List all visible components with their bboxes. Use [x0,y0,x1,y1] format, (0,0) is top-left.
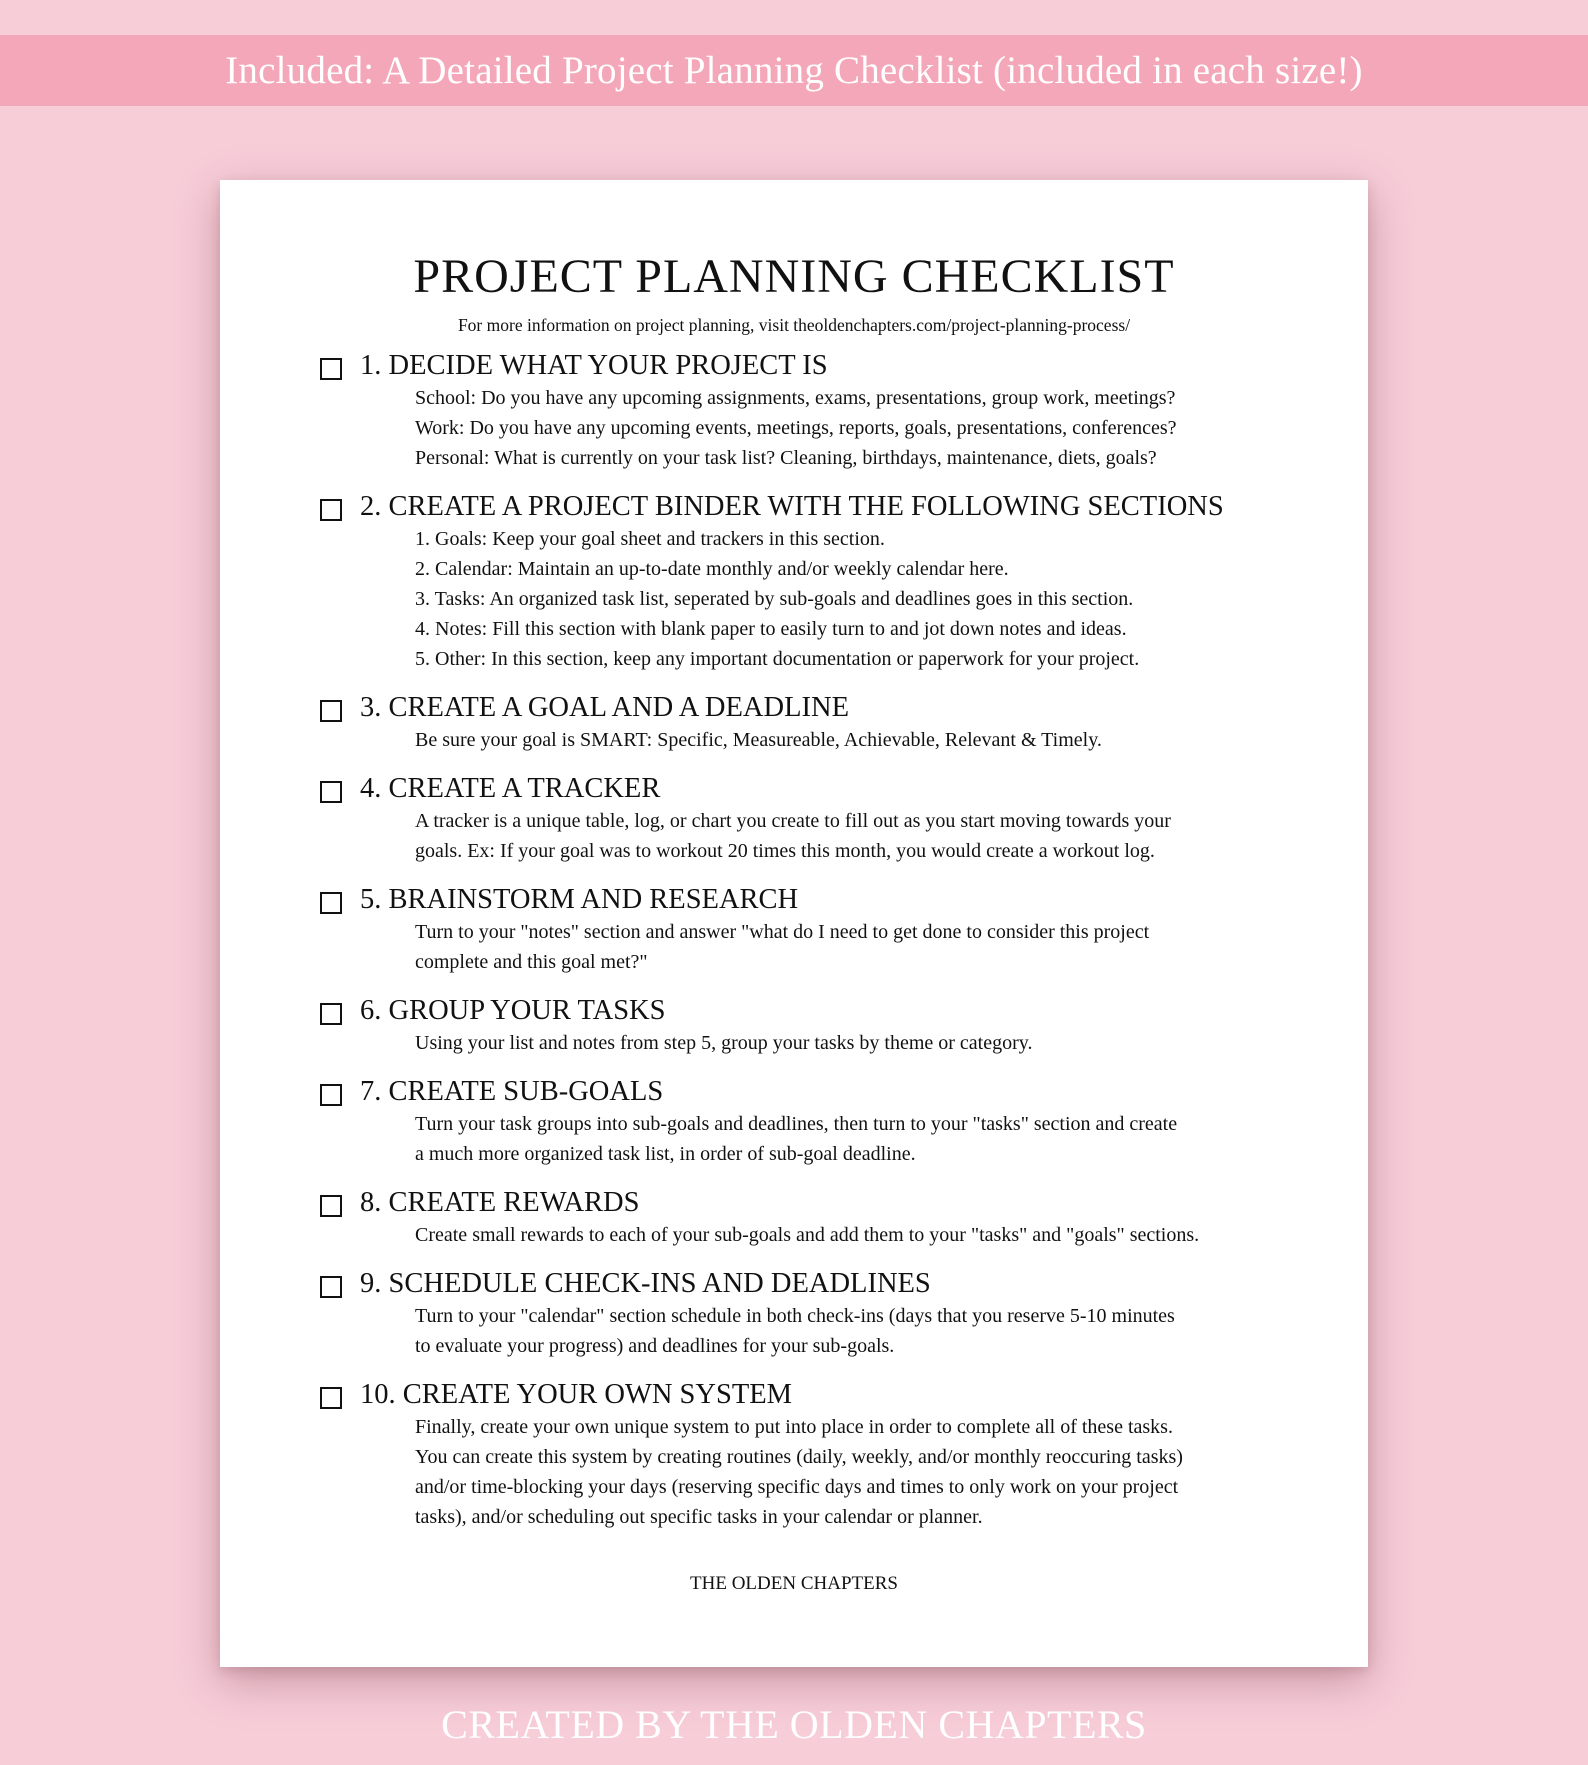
item-2-line-1: 1. Goals: Keep your goal sheet and trackers in this section. [415,528,885,550]
checkbox-item-1[interactable] [320,358,342,380]
item-10-line-4: tasks), and/or scheduling out specific tasks in your calendar or planner. [415,1506,983,1528]
item-2-line-2: 2. Calendar: Maintain an up-to-date monthly and/or weekly calendar here. [415,558,1009,580]
checkbox-item-3[interactable] [320,700,342,722]
checklist-subtitle: For more information on project planning, visit theoldenchapters.com/project-planning-process/ [457,315,1131,335]
item-10-line-1: Finally, create your own unique system to put into place in order to complete all of these tasks. [415,1416,1173,1438]
item-9-line-2: to evaluate your progress) and deadlines for your sub-goals. [415,1335,895,1357]
item-1-body [415,383,1245,473]
item-10-heading: 10. CREATE YOUR OWN SYSTEM [360,1379,792,1410]
item-9-heading: 9. SCHEDULE CHECK-INS AND DEADLINES [360,1268,931,1299]
item-4-heading: 4. CREATE A TRACKER [360,773,661,804]
item-1-line-2: Work: Do you have any upcoming events, meetings, reports, goals, presentations, conferences? [415,417,1177,439]
item-2-line-3: 3. Tasks: An organized task list, seperated by sub-goals and deadlines goes in this section. [415,588,1134,610]
item-9-body [415,1301,1245,1361]
item-10-line-3: and/or time-blocking your days (reserving specific days and times to only work on your project [415,1476,1179,1498]
item-4-line-1: A tracker is a unique table, log, or chart you create to fill out as you start moving towards your [415,810,1171,832]
item-5-heading: 5. BRAINSTORM AND RESEARCH [360,884,799,915]
item-2-heading: 2. CREATE A PROJECT BINDER WITH THE FOLLOWING SECTIONS [360,491,1224,522]
checkbox-item-8[interactable] [320,1195,342,1217]
checkbox-item-9[interactable] [320,1276,342,1298]
item-4-line-2: goals. Ex: If your goal was to workout 20 times this month, you would create a workout log. [415,840,1155,862]
item-5-body [415,917,1245,977]
item-6-body [415,1028,1245,1058]
sheet-footer-brand: THE OLDEN CHAPTERS [690,1573,898,1594]
top-banner: Included: A Detailed Project Planning Checklist (included in each size!) [0,35,1588,106]
item-9-line-1: Turn to your "calendar" section schedule in both check-ins (days that you reserve 5-10 minutes [415,1305,1175,1327]
item-2-body [415,524,1245,674]
item-2-line-4: 4. Notes: Fill this section with blank paper to easily turn to and jot down notes and ideas. [415,618,1127,640]
checkbox-item-4[interactable] [320,781,342,803]
item-7-line-2: a much more organized task list, in order of sub-goal deadline. [415,1143,916,1165]
item-5-line-2: complete and this goal met?" [415,951,648,973]
item-4-body [415,806,1245,866]
item-10-body [415,1412,1245,1532]
item-3-heading: 3. CREATE A GOAL AND A DEADLINE [360,692,849,723]
item-3-body [415,725,1245,755]
checklist-items [220,180,1368,1667]
checkbox-item-6[interactable] [320,1003,342,1025]
checkbox-item-10[interactable] [320,1387,342,1409]
checklist-title: PROJECT PLANNING CHECKLIST [413,250,1175,303]
item-1-line-1: School: Do you have any upcoming assignments, exams, presentations, group work, meetings? [415,387,1176,409]
item-7-body [415,1109,1245,1169]
checkbox-item-2[interactable] [320,499,342,521]
item-8-line-1: Create small rewards to each of your sub-goals and add them to your "tasks" and "goals" sections. [415,1224,1200,1246]
item-6-heading: 6. GROUP YOUR TASKS [360,995,666,1026]
item-2-line-5: 5. Other: In this section, keep any important documentation or paperwork for your project. [415,648,1140,670]
item-1-line-3: Personal: What is currently on your task list? Cleaning, birthdays, maintenance, diets, goals? [415,447,1157,469]
item-1-heading: 1. DECIDE WHAT YOUR PROJECT IS [360,350,828,381]
item-8-body [415,1220,1245,1250]
item-8-heading: 8. CREATE REWARDS [360,1187,640,1218]
item-6-line-1: Using your list and notes from step 5, group your tasks by theme or category. [415,1032,1033,1054]
item-3-line-1: Be sure your goal is SMART: Specific, Measureable, Achievable, Relevant & Timely. [415,729,1102,751]
checklist-sheet [220,180,1368,1667]
bottom-credit: CREATED BY THE OLDEN CHAPTERS [441,1702,1147,1747]
item-10-line-2: You can create this system by creating routines (daily, weekly, and/or monthly reoccuring tasks) [415,1446,1183,1468]
checkbox-item-7[interactable] [320,1084,342,1106]
item-5-line-1: Turn to your "notes" section and answer "what do I need to get done to consider this project [415,921,1150,943]
item-7-line-1: Turn your task groups into sub-goals and deadlines, then turn to your "tasks" section and create [415,1113,1178,1135]
checkbox-item-5[interactable] [320,892,342,914]
item-7-heading: 7. CREATE SUB-GOALS [360,1076,664,1107]
